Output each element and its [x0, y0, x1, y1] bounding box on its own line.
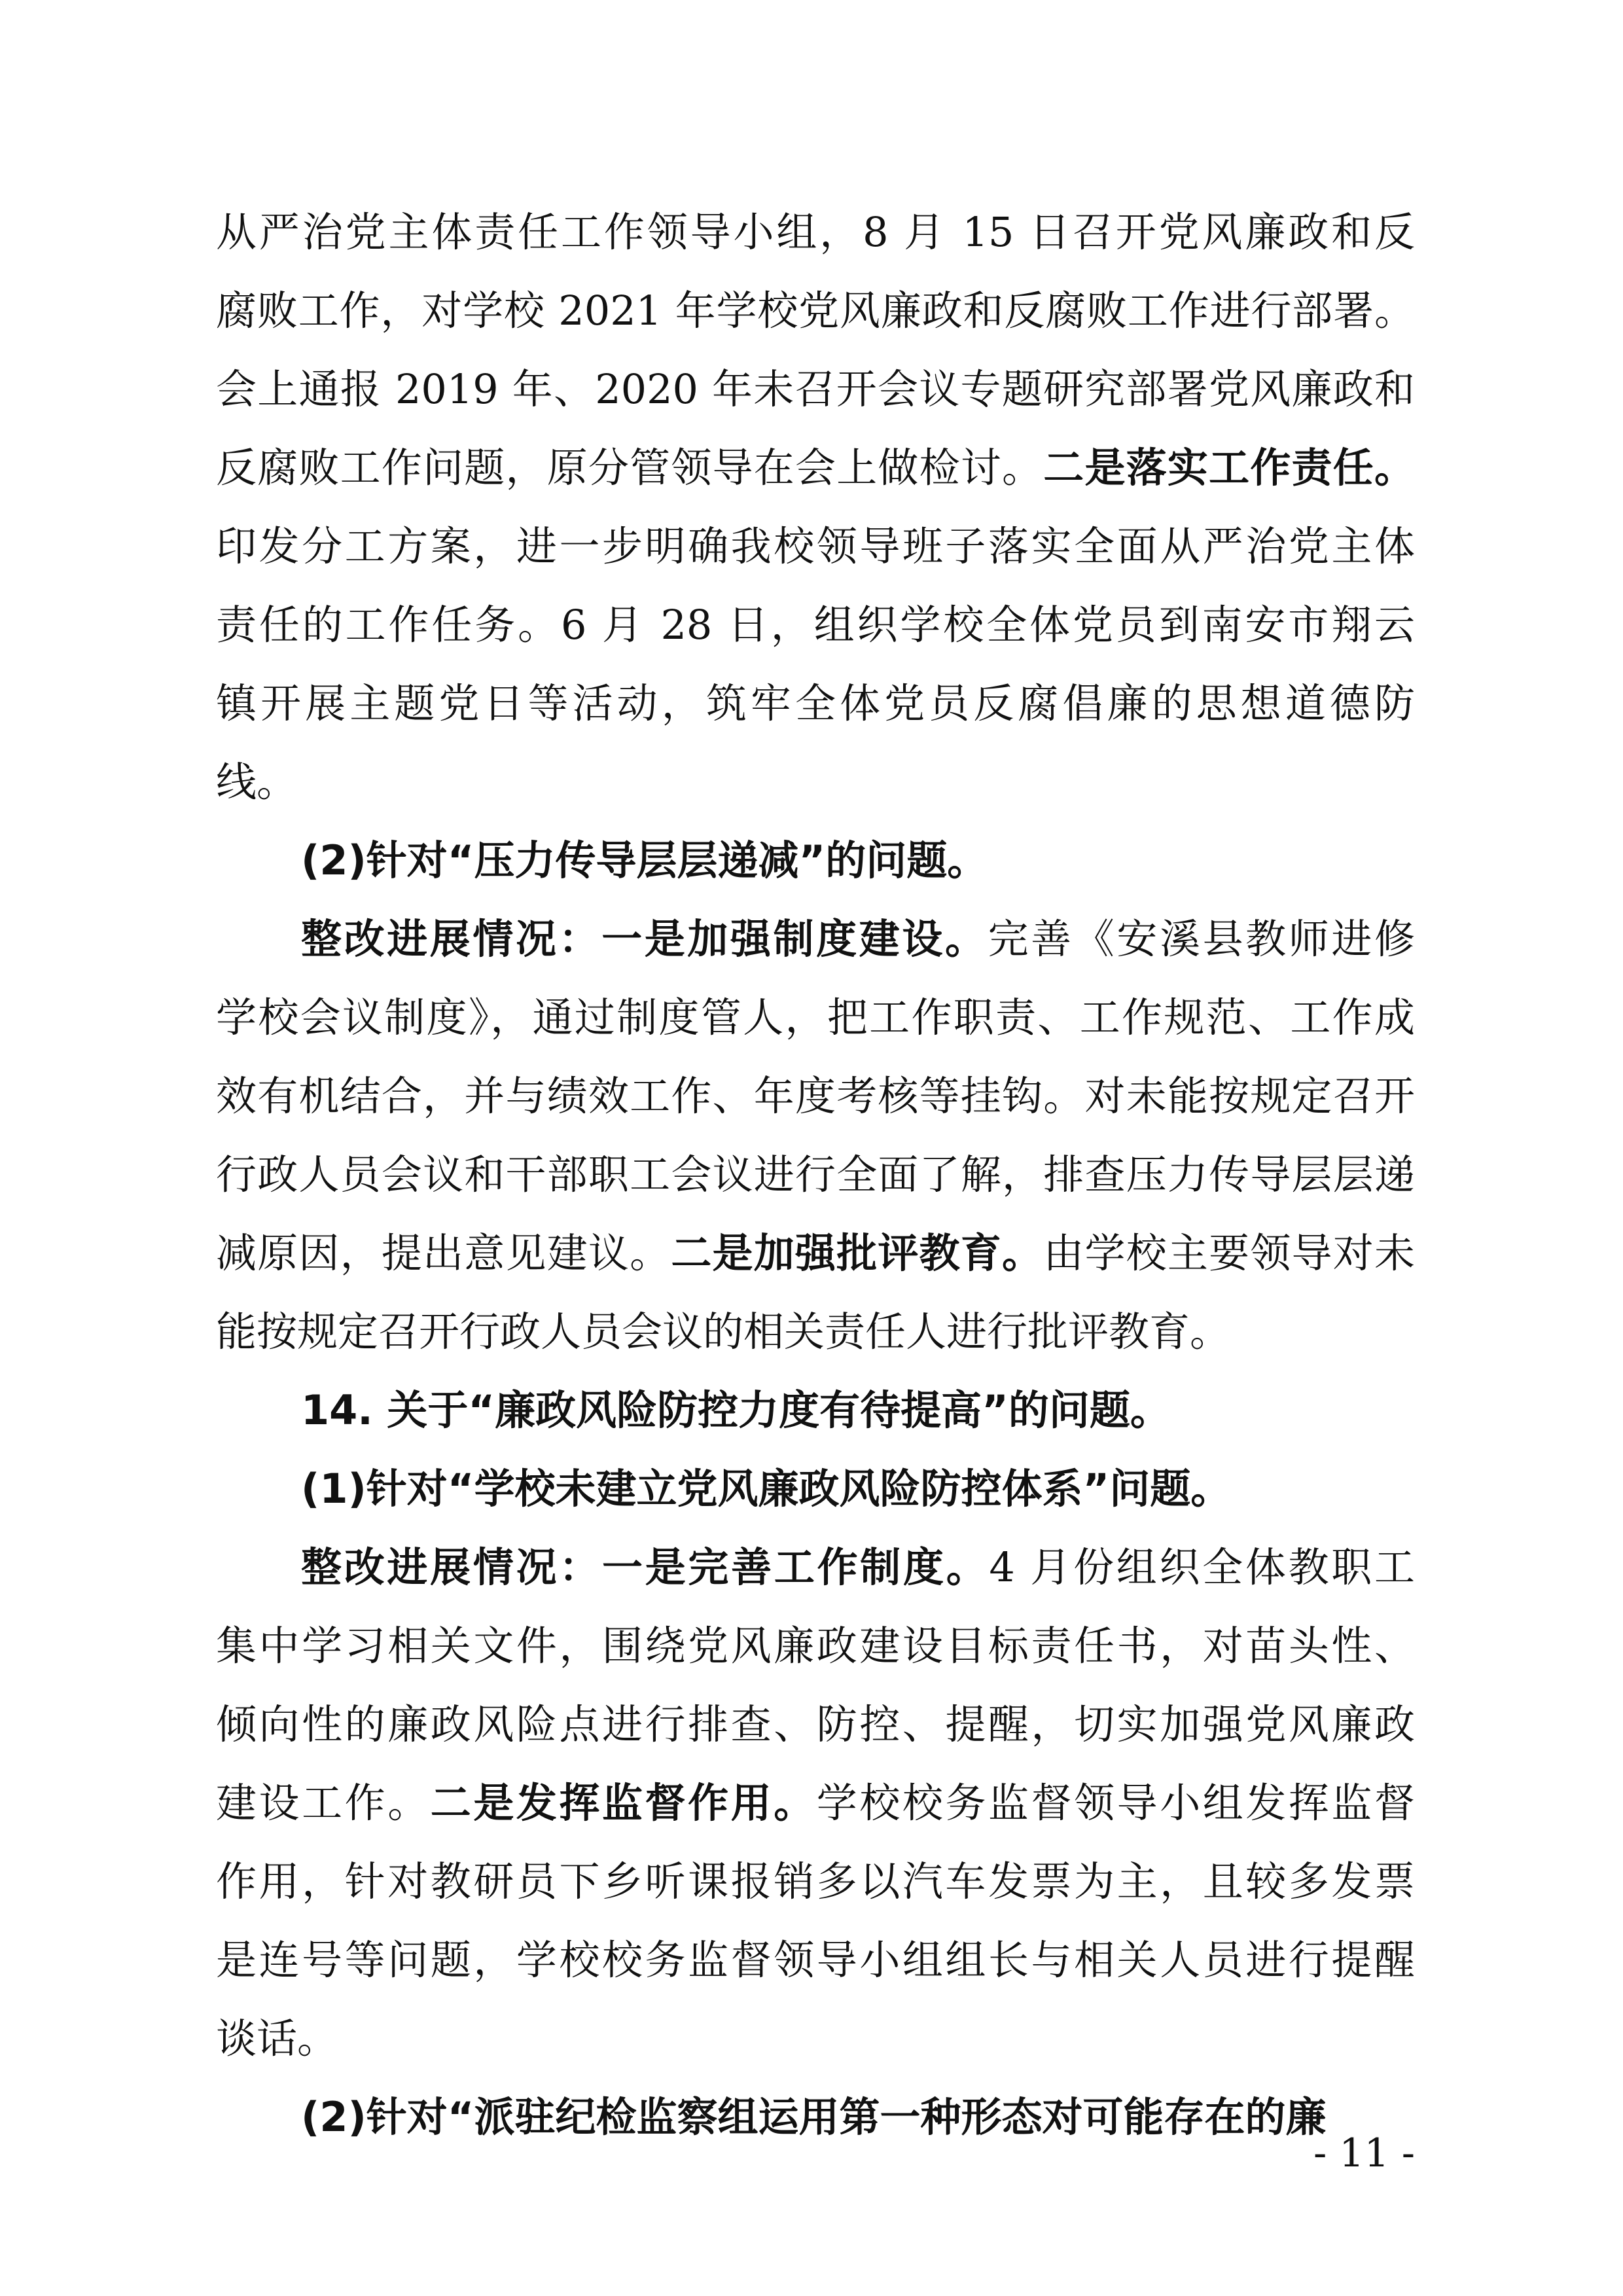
body-text: 4 月份组织全体教职工	[989, 1543, 1415, 1591]
body-line	[216, 1139, 1415, 1211]
body-text: 效有机结合，并与绩效工作、年度考核等挂钩。对未能按规定召开	[216, 1072, 1415, 1120]
body-text: 反腐败工作问题，原分管领导在会上做检讨。	[216, 444, 1044, 492]
bold-phrase: 二是落实工作责任。	[1043, 444, 1415, 492]
body-text: 谈话。	[216, 2015, 338, 2062]
body-text: 学校校务监督领导小组发挥监督	[816, 1779, 1415, 1827]
body-text: 减原因，提出意见建议。	[216, 1229, 671, 1277]
heading-text: (1)针对“学校未建立党风廉政风险防控体系”问题。	[301, 1465, 1232, 1513]
section-heading	[301, 2081, 1415, 2153]
body-text: 能按规定召开行政人员会议的相关责任人进行批评教育。	[216, 1308, 1231, 1355]
bold-phrase: 一是加强制度建设。	[601, 915, 988, 963]
body-text: 行政人员会议和干部职工会议进行全面了解，排查压力传导层层递	[216, 1151, 1415, 1198]
bold-phrase: 整改进展情况：	[301, 915, 602, 963]
bold-phrase: 二是加强批评教育。	[671, 1229, 1044, 1277]
body-line	[216, 1924, 1415, 1996]
page-number: - 11 -	[1313, 2130, 1415, 2176]
body-text: 线。	[216, 758, 298, 806]
body-line	[216, 1217, 1415, 1289]
body-text: 建设工作。	[216, 1779, 431, 1827]
body-text: 责任的工作任务。6 月 28 日，组织学校全体党员到南安市翔云	[216, 601, 1415, 649]
heading-text: 14. 关于“廉政风险防控力度有待提高”的问题。	[301, 1386, 1171, 1434]
body-line	[216, 1846, 1415, 1918]
body-line	[301, 903, 1415, 975]
section-heading	[301, 1453, 1415, 1525]
body-line	[216, 2003, 1415, 2075]
body-text: 倾向性的廉政风险点进行排查、防控、提醒，切实加强党风廉政	[216, 1700, 1415, 1748]
bold-phrase: 二是发挥监督作用。	[430, 1779, 817, 1827]
body-line	[216, 511, 1415, 583]
body-line	[216, 589, 1415, 661]
body-text: 镇开展主题党日等活动，筑牢全体党员反腐倡廉的思想道德防	[216, 679, 1415, 727]
body-line	[216, 1060, 1415, 1132]
body-line	[216, 275, 1415, 347]
body-text: 会上通报 2019 年、2020 年未召开会议专题研究部署党风廉政和	[216, 365, 1415, 413]
body-line	[216, 432, 1415, 504]
body-text: 作用，针对教研员下乡听课报销多以汽车发票为主，且较多发票	[216, 1857, 1415, 1905]
body-text: 是连号等问题，学校校务监督领导小组组长与相关人员进行提醒	[216, 1936, 1415, 1984]
heading-text: (2)针对“压力传导层层递减”的问题。	[301, 836, 988, 884]
body-text: 印发分工方案，进一步明确我校领导班子落实全面从严治党主体	[216, 522, 1415, 570]
body-text: 集中学习相关文件，围绕党风廉政建设目标责任书，对苗头性、	[216, 1622, 1415, 1670]
section-heading	[301, 1374, 1415, 1446]
body-text: 由学校主要领导对未	[1043, 1229, 1415, 1277]
body-line	[216, 982, 1415, 1054]
body-line	[216, 1610, 1415, 1682]
body-line	[216, 1296, 1415, 1368]
body-text: 腐败工作，对学校 2021 年学校党风廉政和反腐败工作进行部署。	[216, 287, 1415, 334]
body-line	[216, 1689, 1415, 1761]
body-line	[216, 353, 1415, 425]
body-text: 从严治党主体责任工作领导小组，8 月 15 日召开党风廉政和反	[216, 208, 1415, 256]
heading-text: (2)针对“派驻纪检监察组运用第一种形态对可能存在的廉	[301, 2093, 1327, 2141]
body-line	[216, 196, 1415, 268]
body-line	[216, 668, 1415, 740]
bold-phrase: 一是完善工作制度。	[602, 1543, 990, 1591]
body-text: 学校会议制度》，通过制度管人，把工作职责、工作规范、工作成	[216, 994, 1415, 1041]
section-heading	[301, 825, 1415, 897]
body-line	[216, 746, 1415, 818]
body-line	[301, 1532, 1415, 1604]
bold-phrase: 整改进展情况：	[301, 1543, 602, 1591]
body-text: 完善《安溪县教师进修	[988, 915, 1415, 963]
body-line	[216, 1767, 1415, 1839]
